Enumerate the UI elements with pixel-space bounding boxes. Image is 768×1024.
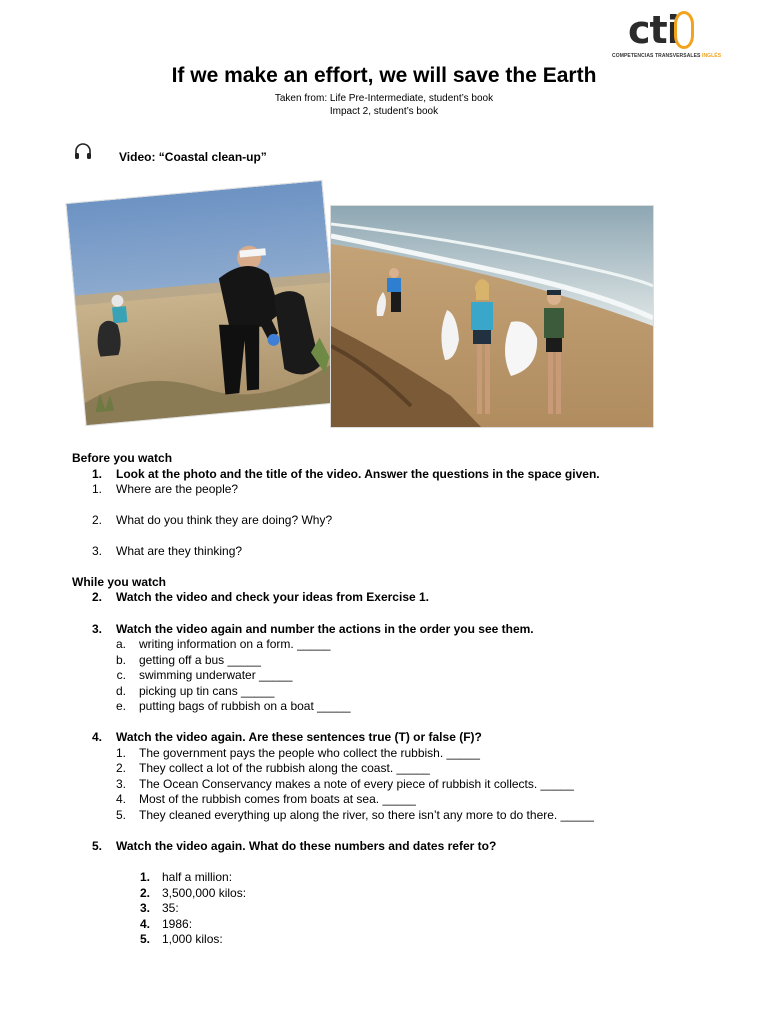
action-letter: b. <box>115 653 126 667</box>
action-letter: e. <box>115 699 126 713</box>
number-item-text: 3,500,000 kilos: <box>162 886 247 900</box>
number-item-text: 35: <box>162 901 179 915</box>
statement-text: Most of the rubbish comes from boats at sea. _____ <box>139 792 416 806</box>
while-heading: While you watch <box>72 575 167 589</box>
question-number: 3. <box>91 544 102 558</box>
exercise-2-instruction: Watch the video and check your ideas from Exercise 1. <box>116 590 430 604</box>
source-credit-1: Taken from: Life Pre-Intermediate, student’s book <box>274 93 494 104</box>
statement-number: 1. <box>115 746 126 760</box>
action-item: getting off a bus _____ <box>139 653 261 667</box>
question-text: What do you think they are doing? Why? <box>116 513 333 527</box>
statement-number: 2. <box>115 761 126 775</box>
exercise-1-number: 1. <box>91 467 102 481</box>
action-letter: c. <box>116 668 126 682</box>
before-heading: Before you watch <box>72 451 173 465</box>
headphones-icon <box>73 142 93 162</box>
left-photo-image <box>66 181 341 425</box>
logo <box>612 8 722 64</box>
exercise-3-instruction: Watch the video again and number the actions in the order you see them. <box>116 622 534 636</box>
statement-number: 5. <box>115 808 126 822</box>
statement-text: The Ocean Conservancy makes a note of every piece of rubbish it collects. _____ <box>139 777 574 791</box>
number-item-index: 1. <box>139 870 150 884</box>
action-item: swimming underwater _____ <box>139 668 293 682</box>
exercise-5-number: 5. <box>91 839 102 853</box>
statement-number: 3. <box>115 777 126 791</box>
number-item-text: half a million: <box>162 870 233 884</box>
action-letter: d. <box>115 684 126 698</box>
question-number: 2. <box>91 513 102 527</box>
video-title: Video: “Coastal clean-up” <box>119 150 267 164</box>
number-item-index: 2. <box>139 886 150 900</box>
logo-subtitle <box>612 53 721 59</box>
number-item-text: 1986: <box>162 917 193 931</box>
statement-text: The government pays the people who collect the rubbish. _____ <box>139 746 480 760</box>
right-photo-image <box>331 206 653 427</box>
exercise-1-instruction: Look at the photo and the title of the video. Answer the questions in the space given. <box>116 467 600 481</box>
logo-subtitle-accent: INGLÉS <box>701 53 722 59</box>
right-photo <box>331 206 653 427</box>
question-text: What are they thinking? <box>116 544 243 558</box>
question-number: 1. <box>91 482 102 496</box>
number-item-text: 1,000 kilos: <box>162 932 223 946</box>
exercise-5-instruction: Watch the video again. What do these numbers and dates refer to? <box>116 839 497 853</box>
number-item-index: 5. <box>139 932 150 946</box>
exercise-3-number: 3. <box>91 622 102 636</box>
action-item: writing information on a form. _____ <box>139 637 331 651</box>
left-photo <box>66 181 341 425</box>
number-item-index: 3. <box>139 901 150 915</box>
page-title: If we make an effort, we will save the Earth <box>171 64 597 87</box>
exercise-4-instruction: Watch the video again. Are these sentences true (T) or false (F)? <box>116 730 482 744</box>
action-letter: a. <box>115 637 126 651</box>
statement-text: They collect a lot of the rubbish along the coast. _____ <box>139 761 430 775</box>
logo-subtitle-main: COMPETENCIAS TRANSVERSALES <box>612 53 701 59</box>
source-credit-2: Impact 2, student’s book <box>329 106 439 117</box>
action-item: picking up tin cans _____ <box>139 684 275 698</box>
question-text: Where are the people? <box>116 482 239 496</box>
number-item-index: 4. <box>139 917 150 931</box>
exercise-4-number: 4. <box>91 730 102 744</box>
statement-text: They cleaned everything up along the river, so there isn’t any more to do there. _____ <box>139 808 594 822</box>
action-item: putting bags of rubbish on a boat _____ <box>139 699 351 713</box>
logo-ring-icon <box>674 11 694 49</box>
exercise-2-number: 2. <box>91 590 102 604</box>
logo-letters: cti <box>628 8 679 52</box>
statement-number: 4. <box>115 792 126 806</box>
